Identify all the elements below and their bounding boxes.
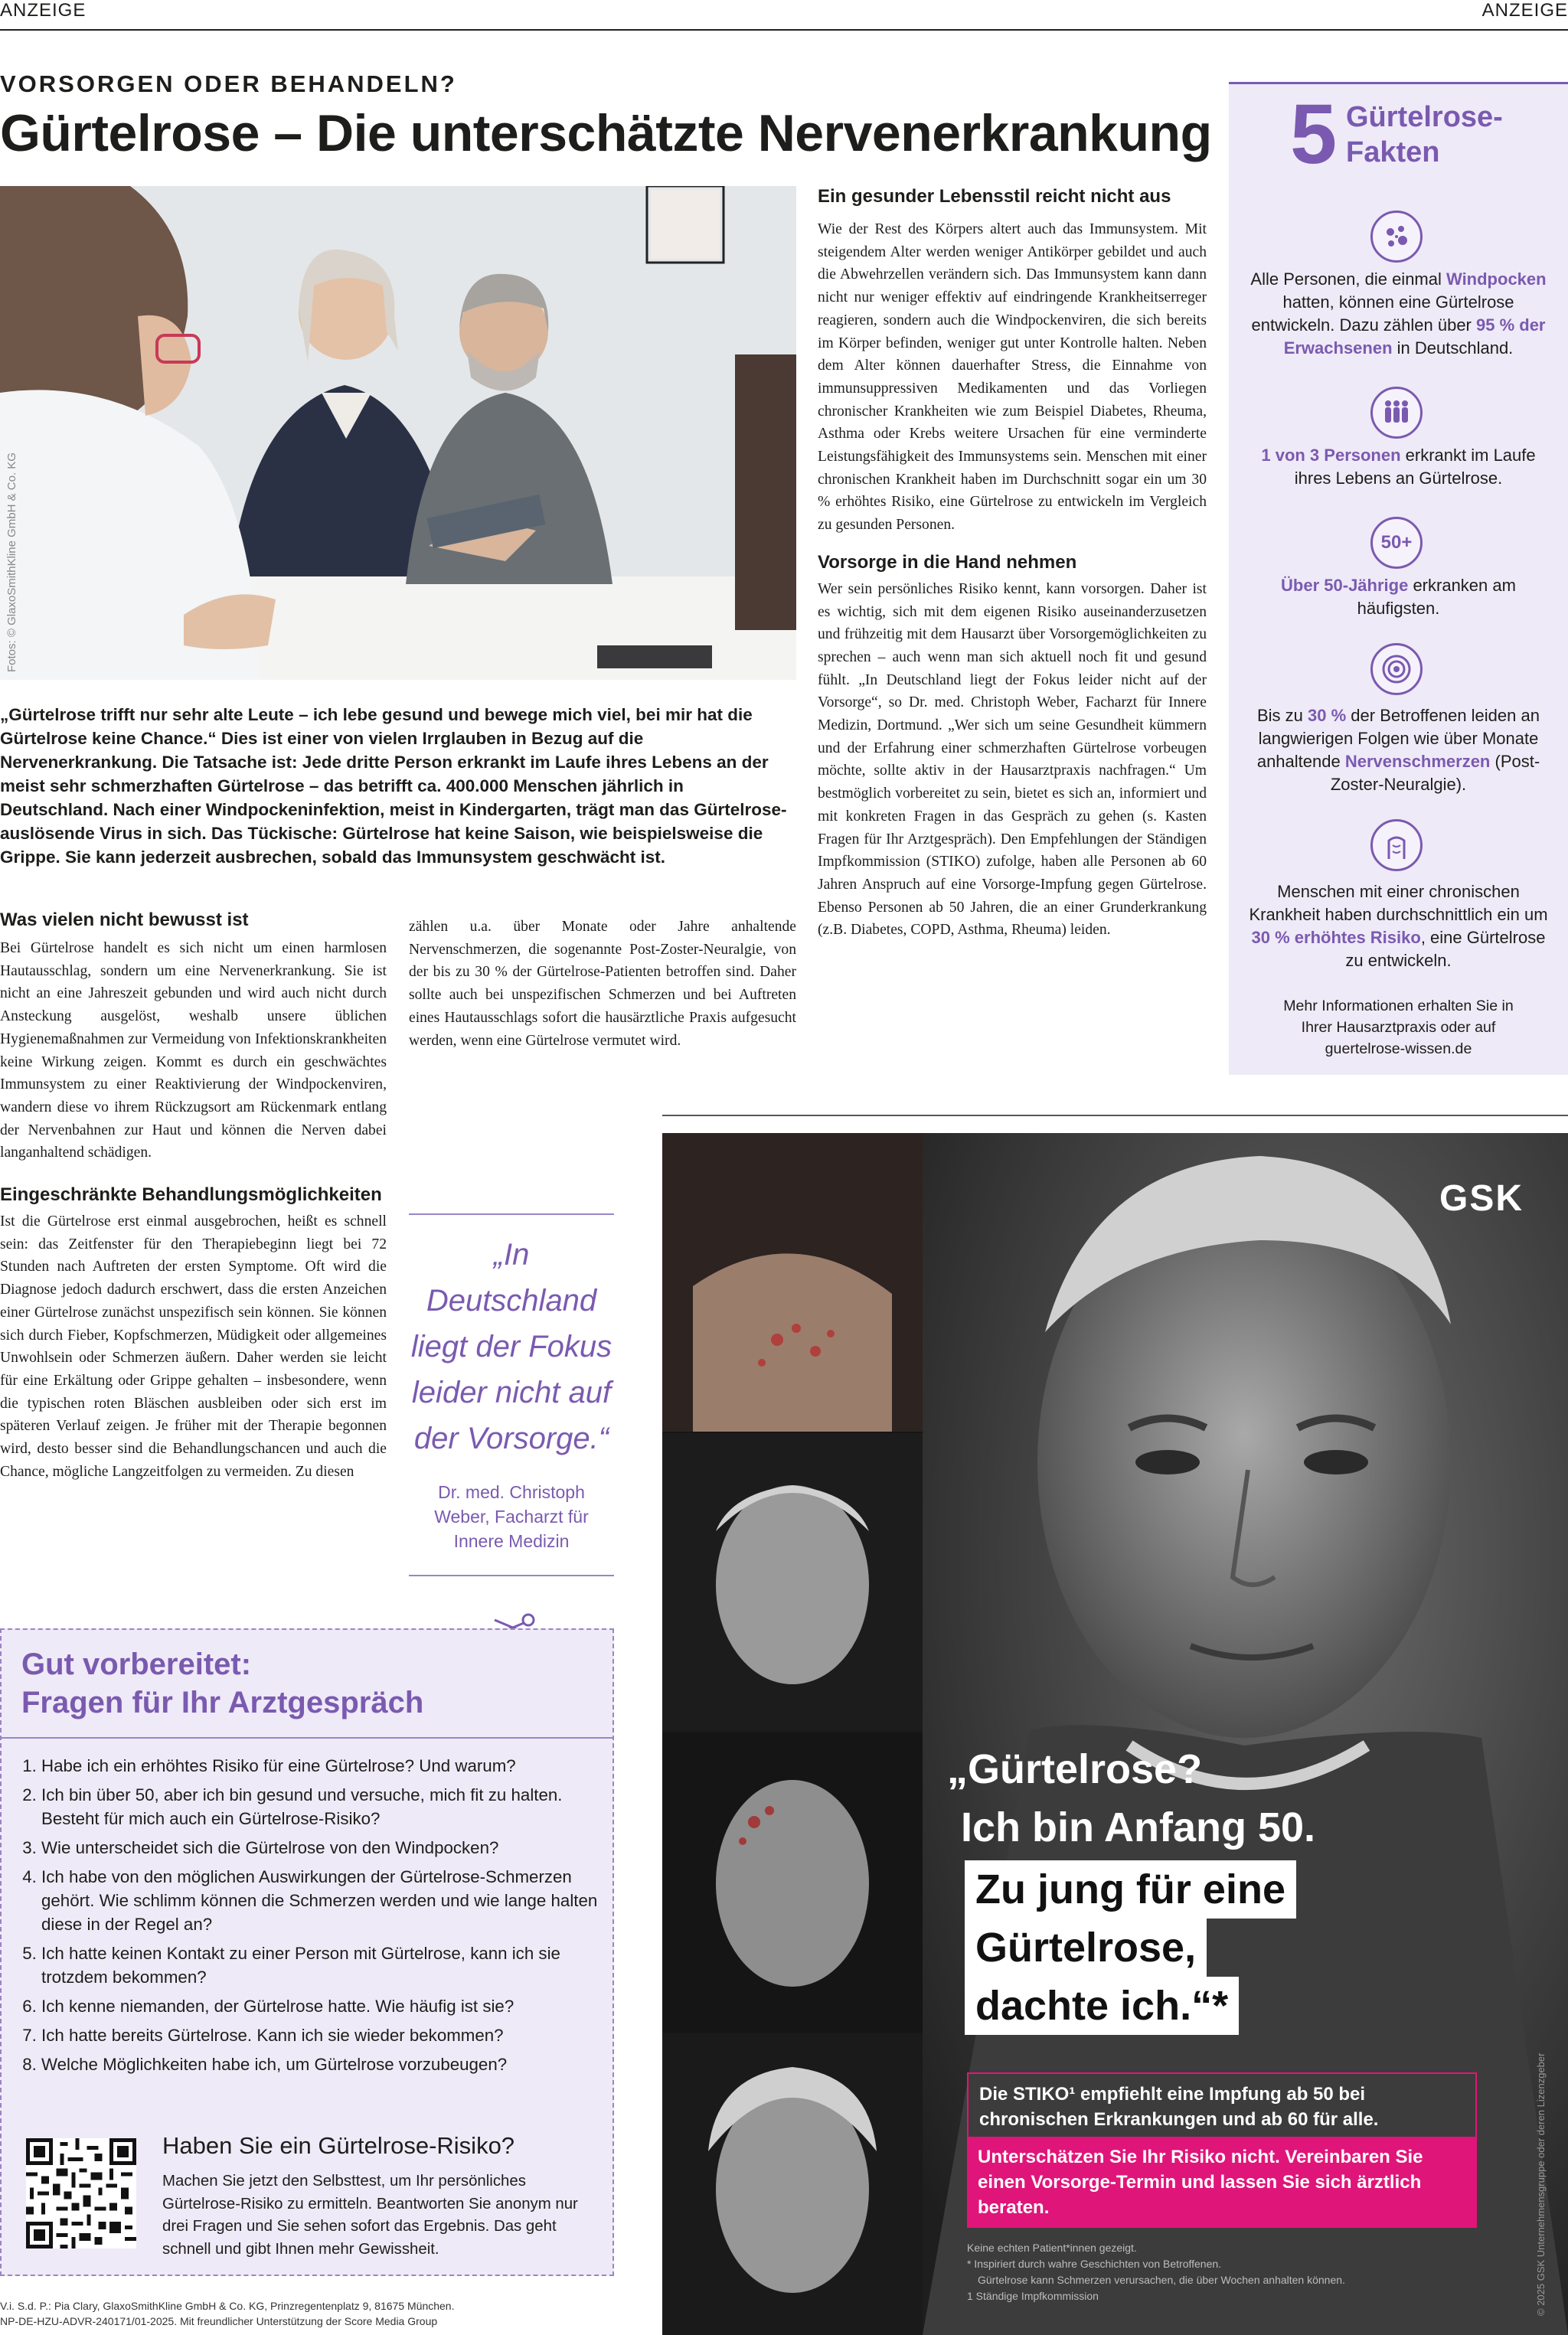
- question-item: 2. Ich bin über 50, aber ich bin gesund und versuche, mich fit zu halten. Besteht für mich auch ein Gürtelrose-Risiko?: [41, 1783, 623, 1830]
- photo-credit: Fotos: © GlaxoSmithKline GmbH & Co. KG: [5, 452, 18, 672]
- question-item: 3. Wie unterscheidet sich die Gürtelrose von den Windpocken?: [41, 1836, 623, 1860]
- ad-headline-boxed: [965, 1860, 1296, 2035]
- fact-5: Menschen mit einer chronischen Krankheit haben durchschnittlich ein um 30 % erhöhtes Risiko, eine Gürtelrose zu entwickeln.: [1249, 882, 1548, 970]
- question-item: 4. Ich habe von den möglichen Auswirkungen der Gürtelrose-Schmerzen gehört. Wie schlimm können die Schmerzen werden und wie lange halten diese in der Regel an?: [41, 1865, 623, 1936]
- ad-headline-white: [947, 1740, 1315, 1857]
- question-item: 7. Ich hatte bereits Gürtelrose. Kann ich sie wieder bekommen?: [41, 2023, 623, 2047]
- footnote: Gürtelrose kann Schmerzen verursachen, die über Wochen anhalten können.: [978, 2274, 1345, 2286]
- ad-headline-line: „Gürtelrose?: [947, 1746, 1203, 1792]
- gsk-logo: GSK: [1439, 1178, 1524, 1219]
- fact-3: Über 50-Jährige erkranken am häufigsten.: [1281, 576, 1516, 618]
- cta-banner: Unterschätzen Sie Ihr Risiko nicht. Vereinbaren Sie einen Vorsorge-Termin und lassen Sie sich ärztlich beraten.: [967, 2137, 1477, 2228]
- questions-list: [2, 1754, 623, 2082]
- questions-title-line: Fragen für Ihr Arztgespräch: [21, 1686, 424, 1719]
- ad-label-left: ANZEIGE: [0, 0, 87, 21]
- age-50plus-icon: 50+: [1370, 517, 1423, 569]
- article-headline: Gürtelrose – Die unterschätzte Nervenerkrankung: [0, 104, 1212, 162]
- ad-label-bar: [0, 0, 1568, 31]
- facts-title-line: Gürtelrose-: [1346, 101, 1503, 133]
- fact-2: 1 von 3 Personen erkrankt im Laufe ihres Lebens an Gürtelrose.: [1261, 446, 1536, 488]
- ad-headline-line: dachte ich.“*: [965, 1977, 1239, 2035]
- virus-icon: [1370, 211, 1423, 263]
- section-heading: Vorsorge in die Hand nehmen: [818, 551, 1077, 573]
- section-heading: Was vielen nicht bewusst ist: [0, 910, 249, 930]
- ad-headline-line: Zu jung für eine: [965, 1860, 1296, 1919]
- doctor-consultation-illustration: [0, 186, 796, 680]
- footnote: Keine echten Patient*innen gezeigt.: [967, 2242, 1137, 2254]
- footer-imprint: [0, 2298, 628, 2329]
- divider: [2, 1737, 614, 1739]
- ad-copyright: © 2025 GSK Unternehmensgruppe oder deren Lizenzgeber: [1535, 2053, 1547, 2316]
- people-icon: [1370, 387, 1423, 439]
- risk-test-title: Haben Sie ein Gürtelrose-Risiko?: [162, 2132, 515, 2159]
- section-body: Bei Gürtelrose handelt es sich nicht um einen harmlosen Hautausschlag, sondern um eine Nervenerkrankung. Sie ist nicht an eine Jahreszeit gebunden und wird auch nicht durch Ansteckung ausgelöst, weshalb unsere üblichen Hygienemaßnahmen zur Vermeidung von Infektionskrankheiten keine Wirkung zeigen. Kommt es durch ein geschwächtes Immunsystem zu einer Reaktivierung der Windpockenviren, wandern diese vo ihrem Rückzugsort am Rückenmark entlang der Nervenbahnen zur Haut und können die Nerven dabei langanhaltend schädigen.: [0, 940, 387, 1161]
- more-info-text: Mehr Informationen erhalten Sie in Ihrer Hausarztpraxis oder auf guertelrose-wissen.de: [1283, 998, 1514, 1057]
- question-item: 5. Ich hatte keinen Kontakt zu einer Person mit Gürtelrose, kann ich sie trotzdem bekommen?: [41, 1941, 623, 1989]
- body-icon: [1370, 819, 1423, 871]
- imprint-line: V.i. S.d. P.: Pia Clary, GlaxoSmithKline GmbH & Co. KG, Prinzregentenplatz 9, 81675 München.: [0, 2300, 455, 2312]
- question-item: 8. Welche Möglichkeiten habe ich, um Gürtelrose vorzubeugen?: [41, 2053, 623, 2076]
- section-body: Wie der Rest des Körpers altert auch das Immunsystem. Mit steigendem Alter werden weniger Antikörper gebildet und auch die Abwehrzellen verändern sich. Das Immunsystem kann dann nicht nur weniger effektiv auf eindringende Krankheitserreger reagieren, sondern auch die Windpockenviren, die sich bereits im Körper befinden, weniger gut unter Kontrolle halten. Neben dem Alter können dauerhafter Stress, die Einnahme von immunsuppressiven Medikamenten und das Vorliegen chronischer Krankheiten wie zum Beispiel Diabetes, Rheuma, Asthma oder Krebs weitere Ursachen für eine verminderte Leistungsfähigkeit des Immunsystems sein. Menschen mit einer chronischen Krankheit haben im Durchschnitt sogar ein um 30 % erhöhtes Risiko, eine Gürtelrose zu entwickeln im Vergleich zu gesunden Personen.: [818, 221, 1207, 534]
- footnote: 1 Ständige Impfkommission: [967, 2290, 1099, 2302]
- facts-title-line: Fakten: [1346, 136, 1440, 168]
- section-body-continued: zählen u.a. über Monate oder Jahre anhaltende Nervenschmerzen, die sogenannte Post-Zoster-Neuralgie, von der bis zu 30 % der Gürtelrose-Patienten betroffen sind. Daher sollte auch bei unspezifischen Schmerzen und bei Auftreten eines Hautausschlags sofort die hausärztliche Praxis aufgesucht werden, wenn eine Gürtelrose vermutet wird.: [409, 919, 796, 1049]
- question-item: 1. Habe ich ein erhöhtes Risiko für eine Gürtelrose? Und warum?: [41, 1754, 623, 1778]
- facts-number: 5: [1290, 87, 1338, 181]
- column-right: [818, 186, 1207, 942]
- fact-1: Alle Personen, die einmal Windpocken hatten, können eine Gürtelrose entwickeln. Dazu zählen über 95 % der Erwachsenen in Deutschland.: [1250, 269, 1547, 358]
- qr-code[interactable]: [26, 2138, 136, 2248]
- article-kicker: VORSORGEN ODER BEHANDELN?: [0, 70, 457, 97]
- ad-headline-line: Ich bin Anfang 50.: [961, 1804, 1316, 1850]
- divider: [662, 1115, 1568, 1116]
- hero-photo: [0, 186, 796, 680]
- article-intro: „Gürtelrose trifft nur sehr alte Leute – ich lebe gesund und bewege mich viel, bei mir hat die Gürtelrose keine Chance.“ Dies ist einer von vielen Irrglauben in Bezug auf die Nervenerkrankung. Die Tatsache ist: Jede dritte Person erkrankt im Laufe ihres Lebens an der meist sehr schmerzhaften Gürtelrose – das betrifft ca. 400.000 Menschen jährlich in Deutschland. Nach einer Windpockeninfektion, meist in Kindergarten, trägt man das Gürtelrose-auslösende Virus in sich. Das Tückische: Gürtelrose hat keine Saison, wie beispielsweise die Grippe. Sie kann jederzeit ausbrechen, sobald das Immunsystem geschwächt ist.: [0, 705, 787, 867]
- gsk-advertisement: [662, 1133, 1568, 2335]
- facts-title: [1346, 100, 1503, 170]
- column-left: [0, 910, 387, 1483]
- quote-text: „In Deutschland liegt der Fokus leider nicht auf der Vorsorge.“: [410, 1238, 612, 1455]
- questions-box: [0, 1628, 614, 2276]
- ad-footnotes: [967, 2240, 1503, 2304]
- quote-author: Dr. med. Christoph Weber, Facharzt für Innere Medizin: [434, 1482, 589, 1551]
- question-item: 6. Ich kenne niemanden, der Gürtelrose hatte. Wie häufig ist sie?: [41, 1994, 623, 2018]
- ad-label-right: ANZEIGE: [1481, 0, 1568, 21]
- section-body: Wer sein persönliches Risiko kennt, kann vorsorgen. Daher ist es wichtig, sich mit dem eigenen Risiko auseinanderzusetzen und frühzeitig mit dem Hausarzt über Vorsorgemöglichkeiten zu sprechen – auch wenn man sich aktuell noch fit und gesund fühlt. „In Deutschland liegt der Fokus leider nicht auf der Vorsorge“, so Dr. med. Christoph Weber, Facharzt für Innere Medizin, Dortmund. „Wer sich um seine Gesundheit kümmern und der Erfahrung einer schmerzhaften Gürtelrose vorbeugen möchte, sollte aktiv in der Hausarztpraxis nachfragen.“ Um bestmöglich vorbereitet zu sein, bietet es sich an, informiert und mit konkreten Fragen in das Gespräch zu gehen (s. Kasten Fragen für Ihr Arztgespräch). Den Empfehlungen der Ständigen Impfkommission (STIKO) zufolge, haben alle Personen ab 60 Jahren Anspruch auf eine Vorsorge-Impfung gegen Gürtelrose. Ebenso Personen ab 50 Jahren, die an einer Grunderkrankung (z.B. Diabetes, COPD, Asthma, Rheuma) leiden.: [818, 580, 1207, 939]
- fact-4: Bis zu 30 % der Betroffenen leiden an langwierigen Folgen wie über Monate anhaltende Nervenschmerzen (Post-Zoster-Neuralgie).: [1256, 706, 1540, 794]
- target-icon: [1370, 643, 1423, 695]
- ad-headline-line: Gürtelrose,: [965, 1919, 1207, 1977]
- section-heading: Ein gesunder Lebensstil reicht nicht aus: [818, 186, 1171, 207]
- pull-quote: [409, 1213, 614, 1576]
- section-heading: Eingeschränkte Behandlungsmöglichkeiten: [0, 1184, 382, 1206]
- footnote: * Inspiriert durch wahre Geschichten von Betroffenen.: [967, 2258, 1222, 2270]
- section-body: Ist die Gürtelrose erst einmal ausgebrochen, heißt es schnell sein: das Zeitfenster für den Therapiebeginn liegt bei 72 Stunden nach Auftreten der ersten Symptome. Oft wird die Diagnose jedoch dadurch erschwert, dass die ersten Anzeichen einer Gürtelrose zunächst unspezifisch sein können. Sie können sich durch Fieber, Kopfschmerzen, Müdigkeit oder allgemeines Unwohlsein oder Schmerzen äußern. Daher werden sie leicht für eine Erkältung oder Grippe gehalten – insbesondere, wenn die typischen roten Bläschen ausbleiben oder sich erst im späteren Verlauf zeigen. Je früher mit der Therapie begonnen wird, desto besser sind die Behandlungschancen und auch die Chance, mögliche Langzeitfolgen zu vermeiden. Zu diesen: [0, 1213, 387, 1480]
- imprint-line: NP-DE-HZU-ADVR-240171/01-2025. Mit freundlicher Unterstützung der Score Media Group: [0, 2315, 438, 2327]
- questions-title: [21, 1645, 423, 1722]
- facts-box: [1229, 82, 1568, 1075]
- stiko-recommendation: Die STIKO¹ empfiehlt eine Impfung ab 50 bei chronischen Erkrankungen und ab 60 für alle.: [967, 2072, 1477, 2141]
- risk-test-text: Machen Sie jetzt den Selbsttest, um Ihr persönliches Gürtelrose-Risiko zu ermitteln. Beantworten Sie anonym nur drei Fragen und Sie sehen sofort das Ergebnis. Das geht schnell und gibt Ihnen mehr Gewissheit.: [162, 2173, 578, 2258]
- questions-title-line: Gut vorbereitet:: [21, 1648, 252, 1681]
